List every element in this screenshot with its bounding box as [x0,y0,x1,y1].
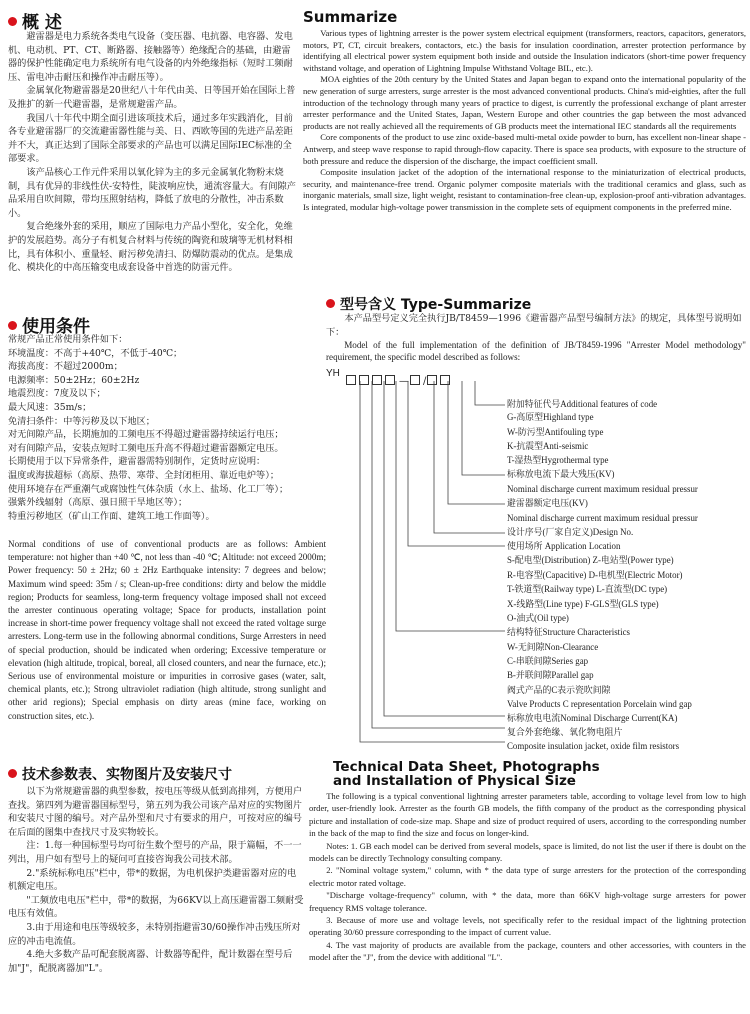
tech-en-heading-line: Technical Data Sheet, Photographs [333,759,600,775]
overview-paragraph: 金属氧化物避雷器是20世纪八十年代由美、日等国开始在国际上普及推扩的新一代避雷器，是常规避雷产品。 [8,85,296,110]
legend-item: T-铁道型(Railway type) L-直流型(DC type) [507,584,668,594]
legend-item: 复合外套绝缘、氧化物电阻片 [507,727,623,737]
legend-item: S-配电型(Distribution) Z-电站型(Power type) [507,555,674,565]
condition-line: 特重污秽地区（矿山工作面、建筑工地工作面等）。 [8,510,215,522]
condition-line: 常规产品正常使用条件如下： [8,334,128,345]
tech-en-paragraph: The following is a typical conventional lightning arrester parameters table, according to voltage level from low to high order, user-friendly look. Arrester as the fourth GB models, the fifth company of the product as the corresponding physical picture and installation of code-size map. Shape and size of product required of users, according to the corresponding number in the back of the map to find the size and focus on longer-kind. [309,791,746,839]
legend-item: T-湿热型Hygrothermal type [507,455,609,465]
conditions-heading: 使用条件 [8,312,90,337]
legend-item: C-串联间隙Series gap [507,656,589,666]
legend-item: W-无间隙Non-Clearance [507,642,599,652]
condition-line: 地震烈度：7度及以下； [8,388,106,400]
tech-en-body [309,790,746,964]
model-prefix: YH [326,368,340,379]
summarize-paragraph: Various types of lightning arrester is the power system electrical equipment (transformers, reactors, capacitors, generators, motors, PT, CT, circuit breakers, contactors, etc.) the basis for insulation coordination, arrester protection performance by identifying all electrical power system equipment both inside and outside the Insulation indicators (short-time power frequency withstand voltage, and operation of Lightning Impulse Withstand Voltage BIL, etc.). [303,28,746,73]
condition-line: 电源频率：50±2Hz；60±2Hz [8,374,140,386]
legend-item: 标称放电电流Nominal Discharge Current(KA) [507,713,678,723]
tech-paragraph: "工频放电电压"栏中，带*的数据，为66KV以上高压避雷器工频耐受电压有效值。 [8,894,304,920]
summarize-paragraph: Composite insulation jacket of the adoption of the international response to the miniaturization of electrical products, security, and maintenance-free trend. Organic polymer composite materials with the traditional ceramics and glass, such as inorganic materials, small size, light weight, resistant to contamination-free clean-up, explosion-proof anti-vibration advantages. Is integrated, modular high-voltage power transmission in the complete sets of equipment components in the preferred mine. [303,167,746,212]
tech-en-heading [333,760,600,788]
tech-paragraph: 以下为常规避雷器的典型参数，按电压等级从低到高排列，方便用户查找。第四列为避雷器国标型号，第五列为我公司该产品对应的实物图片和安装尺寸图的编号。对产品外型和尺寸有要求的用户，可按对应的编号在后面的图集中查找尺寸及实物较长。 [8,786,303,838]
summarize-paragraph: Core components of the product to use zinc oxide-based multi-metal oxide powder to burn, has excellent non-linear shape - Antwerp, and steep wave response to rapid through-flow capacity. There is space sea products, with exposure to the structure of both pressure and reduce the dispersion of the discharge, the impact coefficient small. [303,132,746,166]
legend-item: B-并联间隙Parallel gap [507,670,594,680]
tech-en-paragraph: Notes: 1. GB each model can be derived from several models, space is limited, do not list the user if there is doubt on the models can be directly Technology consulting company. [309,840,746,864]
tech-heading: 技术参数表、实物图片及安装尺寸 [8,764,232,784]
legend-item: 结构特征Structure Characteristics [507,627,630,637]
condition-line: 长期使用于以下异常条件，避雷器需特别制作，定货时应说明： [8,456,266,468]
legend-item: G-高原型Highland type [507,412,594,422]
type-heading: 型号含义 Type-Summarize [326,294,531,314]
legend-item: 设计序号(厂家自定义)Design No. [507,527,634,537]
legend-item: 使用场所 Application Location [507,541,621,551]
tech-en-paragraph: 4. The vast majority of products are available from the package, counters and other accessories, with counters in the model after the "J", from the device with additional "L". [309,939,746,963]
legend-item: 附加特征代号Additional features of code [507,399,658,409]
legend-item: K-抗震型Anti-seismic [507,441,589,451]
legend-item: Nominal discharge current maximum residual pressur [507,484,698,494]
overview-heading: 概 述 [8,8,62,33]
tech-en-paragraph: 3. Because of more use and voltage levels, not specifically refer to the residual impact of the lightning protection operating 30/60 pressure corresponding to the impact of current value. [309,915,746,938]
legend-item: Composite insulation jacket, oxide film resistors [507,741,680,751]
condition-line: 使用环境存在严重潮气或腐蚀性气体杂质（水上、盐场、化工厂等）； [8,483,289,495]
overview-paragraph: 该产品核心工作元件采用以氧化锌为主的多元金属氧化物粉末烧制，具有优异的非线性伏-安特性，陡波响应快，通流容量大。有间隙产品采用自吹间隙，带均压照射结构，降低了放电的分散性，冲击系数小。 [8,166,296,219]
legend-item: R-电容型(Capacitive) D-电机型(Electric Motor) [507,570,683,580]
type-desc-cn-text: 本产品型号定义完全执行JB/T8459—1996《避雷器产品型号编制方法》的规定，具体型号说明如下： [326,313,742,338]
condition-line: 对有间隙产品，安装点短时工频电压升高不得超过避雷器额定电压。 [8,442,284,454]
condition-line: 环境温度：不高于+40℃，不低于-40℃； [8,347,183,359]
summarize-paragraph: MOA eighties of the 20th century by the United States and Japan began to expand onto the international popularity of the new generation of surge arresters, surge arrester is the most advanced conventional products. China's mid-eighties, after the full introduction of the technology through many years of practice to digest, is currently the professional exchange of plant arrester arrester performance and the United States, Japan, Western Europe and other countries the gap between the most advanced products are not really achieved all the requirements of GB products meet the international IEC standards all the requirements [303,74,746,131]
legend-item: 阀式产品的C表示瓷吹间隙 [507,685,611,695]
tech-paragraph: 3.由于用途和电压等级较多，未特别指避雷30/60操作冲击残压所对应的冲击电流值。 [8,921,301,947]
legend-item: W-防污型Antifouling type [507,427,604,437]
legend-item: 避雷器额定电压(KV) [507,498,588,508]
condition-line: 强紫外线辐射（高原、强日照干旱地区等）； [8,497,188,509]
tech-paragraph: 2."系统标称电压"栏中，带*的数据，为电机保护类避雷器对应的电机额定电压。 [8,867,297,893]
legend-item: Nominal discharge current maximum residual pressur [507,513,698,523]
tech-paragraph: 4.绝大多数产品可配套脱离器、计数器等配件，配计数器在型号后加"J"，配脱离器加"L"。 [8,949,293,974]
code-dash: — [399,376,409,387]
type-desc-en-text: Model of the full implementation of the definition of JB/T8459-1996 "Arrester Model methodology" requirement, the specific model described as follows: [326,340,746,362]
conditions-english: Normal conditions of use of conventional products are as follows: Ambient temperature: not higher than +40 ℃, not less than -40 ℃; Altitude: not exceed 2000m; Power frequency: 50 ± 2Hz; 60 ± 2Hz Earthquake intensity: 7 degrees and below; Maximum wind speed: 35m / s; Clean-up-free conditions: dirty and below the middle region; Products for seamless, long-term frequency voltage imposed shall not exceed the arrester continuous operating voltage; Space for products, installation point increase in short-time power frequency voltage shall not exceed the rated voltage surge arresters. Long-term use in the following abnormal conditions, Surge Arresters in need of special production, should be indicated when ordering; Excessive temperature or elevation (high altitude, tropical, boreal, all closed counters, and near the furnace, etc.); Serious use of environmental moisture or impurities in corrosive gases (water, salt, chemical plants, etc.); Strong ultraviolet radiation (high altitude, strong sunlight and other arid regions); Special emphasis on dirty areas (mine face, working on construction sites, etc.). [8,539,326,721]
legend-item: O-油式(Oil type) [507,613,569,623]
overview-paragraph: 复合绝缘外套的采用，顺应了国际电力产品小型化，安全化，免维护的发展趋势。高分子有机复合材料与传统的陶瓷和玻璃等无机材料相比，具有体积小、重量轻、耐污秽免清扫、防爆防震动的优点。是集成化、模块化的中高压输变电成套设备中首选的防雷元件。 [8,221,293,274]
tech-en-paragraph: 2. "Nominal voltage system," column, with * the data type of surge arresters for the protection of the corresponding electric motor rated voltage. [309,865,746,888]
tech-en-heading-line: and Installation of Physical Size [333,773,576,789]
legend-item: 标称放电流下最大残压(KV) [507,469,615,479]
condition-line: 免清扫条件：中等污秽及以下地区； [8,415,155,427]
code-slash: / [423,376,427,387]
overview-paragraph: 避雷器是电力系统各类电气设备（变压器、电抗器、电容器、发电机、电动机、PT、CT、断路器、接触器等）绝缘配合的基础，由避雷器的保护性能确定电力系统所有电气设备的内外绝缘指标（短时工频耐压、雷电冲击耐压和操作冲击耐压等）。 [8,31,293,83]
summarize-heading: Summarize [303,8,398,26]
condition-line: 海拔高度：不超过2000m； [8,361,123,373]
condition-line: 温度或海拔超标（高原、热带、寒带、全封闭柜用、靠近电炉等）； [8,469,280,481]
tech-paragraph: 注：1.每一种国标型号均可衍生数个型号的产品，限于篇幅，不一一列出，用户如有型号上的疑问可直接咨询我公司技术部。 [8,840,302,865]
condition-line: 对无间隙产品，长期施加的工频电压不得超过避雷器持续运行电压； [8,429,284,441]
overview-paragraph: 我国八十年代中期全面引进该项技术后，通过多年实践消化，目前各专业避雷器厂的交流避雷器性能与美、日、西欧等国的先进产品差距并不大，真正达到了国际全部要求的产品也可以满足国际IEC标准的全部要求。 [8,112,293,165]
legend-item: Valve Products C representation Porcelain wind gap [507,699,692,709]
tech-en-paragraph: "Discharge voltage-frequency" column, with * the data, more than 66KV high-voltage surge arresters for power frequency RMS voltage tolerance. [309,890,746,913]
legend-item: X-线路型(Line type) F-GLS型(GLS type) [507,599,659,609]
condition-line: 最大风速：35m/s； [8,401,92,413]
